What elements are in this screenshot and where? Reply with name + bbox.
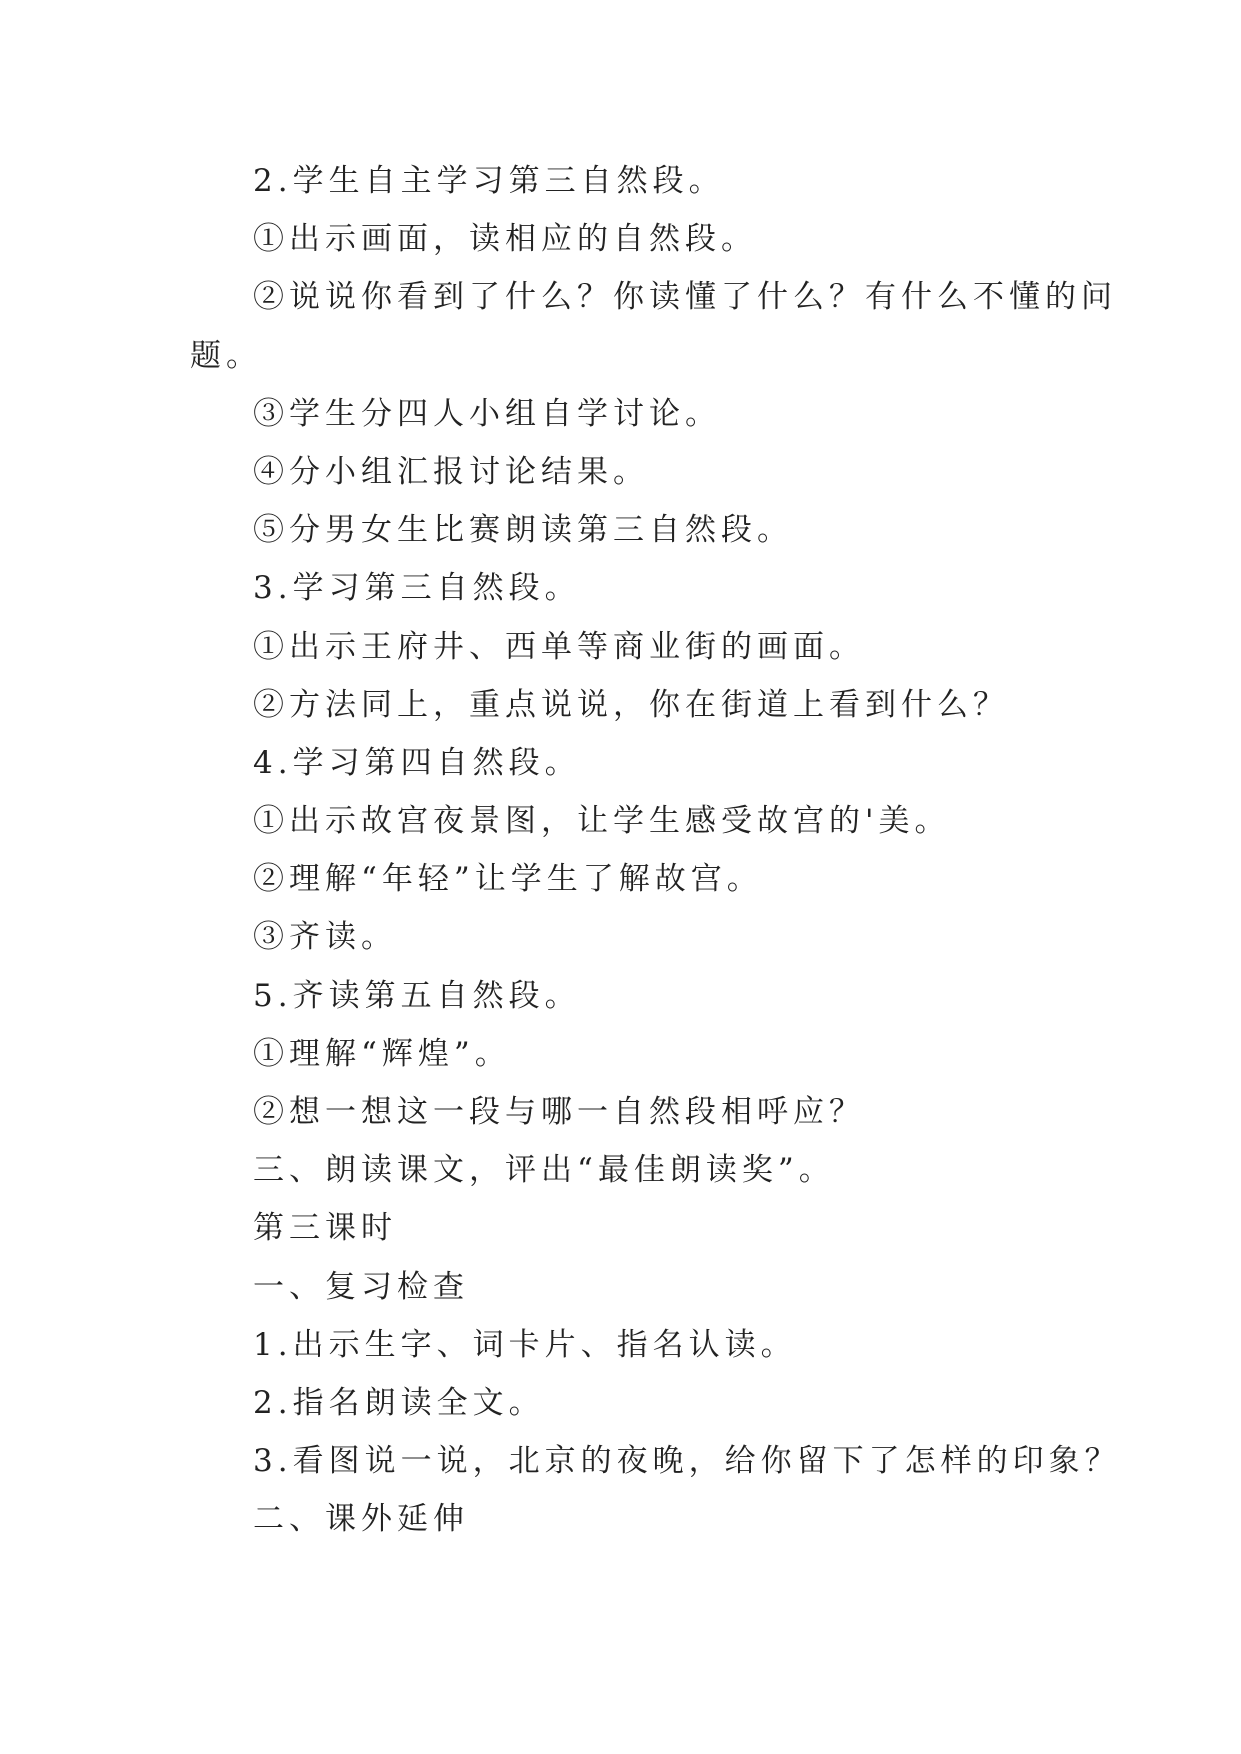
list-item: ②理解“年轻”让学生了解故宫。 [253,861,763,898]
list-item: ①出示故宫夜景图，让学生感受故宫的'美。 [253,803,951,840]
list-item: 2.指名朗读全文。 [253,1384,545,1421]
list-item: ②方法同上，重点说说，你在街道上看到什么？ [253,686,1009,723]
list-item: ①出示王府井、西单等商业街的画面。 [253,628,865,665]
list-item: ②说说你看到了什么？你读懂了什么？有什么不懂的问 [253,279,1117,316]
list-item: ③齐读。 [253,919,397,956]
section-heading: 二、课外延伸 [253,1501,469,1538]
list-item: ③学生分四人小组自学讨论。 [253,395,721,432]
list-item: ①理解“辉煌”。 [253,1035,511,1072]
list-item: ①出示画面，读相应的自然段。 [253,221,757,258]
list-item: 3.看图说一说，北京的夜晚，给你留下了怎样的印象？ [253,1443,1121,1480]
list-item: ②想一想这一段与哪一自然段相呼应？ [253,1094,865,1130]
list-item-continuation: 题。 [190,337,262,374]
lesson-heading: 第三课时 [253,1210,397,1247]
step-2-heading: 2.学生自主学习第三自然段。 [253,163,725,199]
step-4-heading: 4.学习第四自然段。 [253,744,581,781]
list-item: ⑤分男女生比赛朗读第三自然段。 [253,512,793,549]
step-3-heading: 3.学习第三自然段。 [253,570,581,607]
section-heading: 三、朗读课文，评出“最佳朗读奖”。 [253,1152,835,1189]
document-body [190,152,1121,1549]
list-item: ④分小组汇报讨论结果。 [253,453,649,490]
list-item: 1.出示生字、词卡片、指名认读。 [253,1326,797,1363]
step-5-heading: 5.齐读第五自然段。 [253,977,581,1014]
section-heading: 一、复习检查 [253,1268,469,1305]
